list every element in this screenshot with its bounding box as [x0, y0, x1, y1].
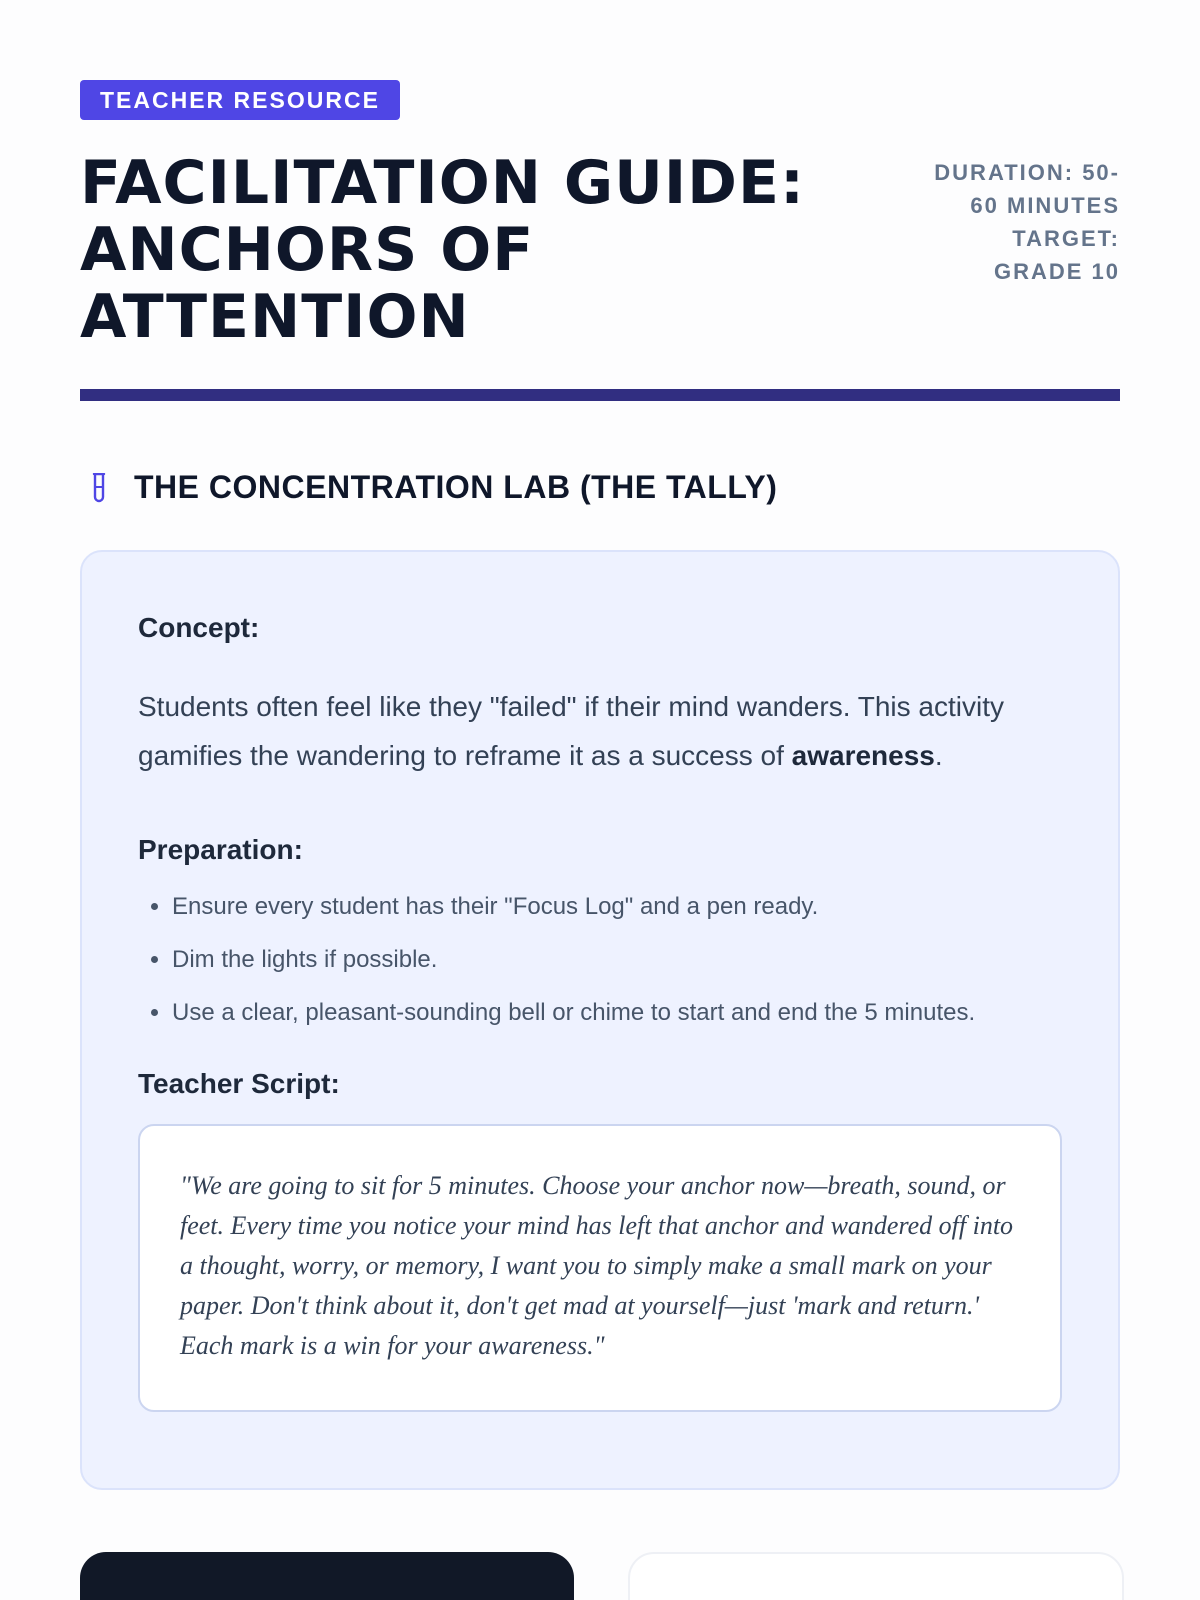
list-item: • Use a clear, pleasant-sounding bell or chime to start and end the 5 minutes. — [172, 998, 1062, 1028]
light-panel — [628, 1552, 1124, 1600]
meta-target-1: TARGET: — [1012, 226, 1120, 251]
concept-emphasis: awareness — [791, 740, 935, 771]
teacher-script-box — [138, 1124, 1062, 1412]
list-item: • Ensure every student has their "Focus Log" and a pen ready. — [172, 892, 1062, 922]
beaker-icon — [92, 473, 106, 503]
section-heading — [80, 469, 1120, 506]
teacher-script-text: "We are going to sit for 5 minutes. Choose your anchor now—breath, sound, or feet. Every time you notice your mind has left that anchor and wandered off into a thought, worry, or memory, I want you to simply make a small mark on your paper. Don't think about it, don't get mad at yourself—just 'mark and return.' Each mark is a win for your awareness." — [180, 1171, 1014, 1360]
meta-duration-2: 60 MINUTES — [970, 193, 1120, 218]
resource-badge: TEACHER RESOURCE — [80, 80, 400, 120]
dark-panel — [80, 1552, 574, 1600]
header-divider — [80, 389, 1120, 401]
lesson-meta — [925, 156, 1120, 288]
concept-period: . — [934, 740, 943, 771]
title-line-2: ANCHORS OF ATTENTION — [80, 215, 535, 352]
title-line-1: FACILITATION GUIDE: — [80, 148, 805, 218]
page-title — [80, 150, 925, 351]
concept-body: Students often feel like they "failed" if their mind wanders. This activity gamifies the wandering to reframe it as a success of — [138, 691, 1005, 771]
meta-duration-1: DURATION: 50- — [934, 160, 1120, 185]
section-title: THE CONCENTRATION LAB (THE TALLY) — [134, 469, 778, 505]
script-label: Teacher Script: — [138, 1068, 340, 1099]
preparation-list — [138, 892, 1062, 1028]
meta-target-2: GRADE 10 — [993, 259, 1120, 284]
concept-label: Concept: — [138, 612, 260, 643]
activity-card — [80, 550, 1120, 1490]
list-item: • Dim the lights if possible. — [172, 945, 1062, 975]
header — [80, 150, 1120, 351]
preparation-label: Preparation: — [138, 834, 303, 865]
concept-text — [138, 682, 1062, 780]
